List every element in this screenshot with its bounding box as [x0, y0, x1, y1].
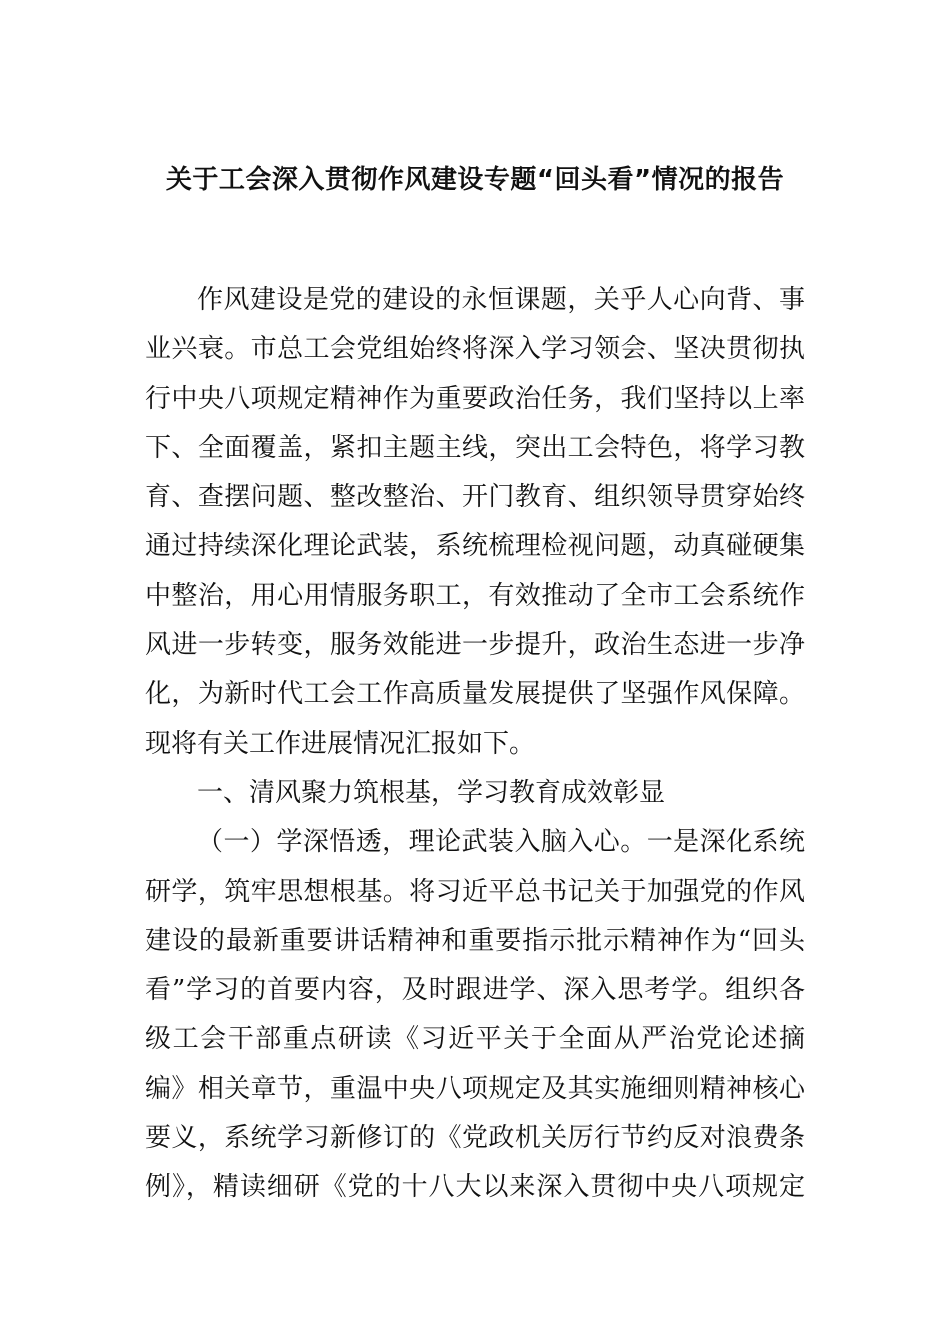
- paragraph-line: 看”学习的首要内容，及时跟进学、深入思考学。组织各: [145, 975, 805, 1006]
- paragraph-line: 风进一步转变，服务效能进一步提升，政治生态进一步净: [145, 630, 805, 661]
- section-heading: 一、清风聚力筑根基，学习教育成效彰显: [197, 777, 666, 808]
- paragraph-line: 要义，系统学习新修订的《党政机关厉行节约反对浪费条: [145, 1123, 805, 1154]
- paragraph-line: 编》相关章节，重温中央八项规定及其实施细则精神核心: [145, 1073, 805, 1104]
- paragraph-line: 级工会干部重点研读《习近平关于全面从严治党论述摘: [145, 1024, 805, 1055]
- paragraph-line: 业兴衰。市总工会党组始终将深入学习领会、坚决贯彻执: [145, 334, 805, 365]
- paragraph-line: 通过持续深化理论武装，系统梳理检视问题，动真碰硬集: [145, 531, 805, 562]
- paragraph-line: 行中央八项规定精神作为重要政治任务，我们坚持以上率: [145, 383, 805, 414]
- paragraph-line: 例》，精读细研《党的十八大以来深入贯彻中央八项规定: [145, 1172, 805, 1203]
- paragraph-line: 作风建设是党的建设的永恒课题，关乎人心向背、事: [197, 285, 805, 315]
- paragraph-line: 建设的最新重要讲话精神和重要指示批示精神作为“回头: [145, 925, 805, 956]
- paragraph-line: （一）学深悟透，理论武装入脑入心。一是深化系统: [197, 827, 805, 858]
- paragraph-line: 中整治，用心用情服务职工，有效推动了全市工会系统作: [145, 580, 805, 611]
- paragraph-line: 现将有关工作进展情况汇报如下。: [145, 728, 536, 759]
- paragraph-line: 研学，筑牢思想根基。将习近平总书记关于加强党的作风: [145, 876, 805, 907]
- paragraph-line: 下、全面覆盖，紧扣主题主线，突出工会特色，将学习教: [145, 432, 805, 463]
- paragraph-line: 育、查摆问题、整改整治、开门教育、组织领导贯穿始终: [145, 482, 805, 513]
- document-title: 关于工会深入贯彻作风建设专题“回头看”情况的报告: [165, 165, 785, 195]
- paragraph-line: 化，为新时代工会工作高质量发展提供了坚强作风保障。: [145, 679, 805, 710]
- document-body: [145, 276, 805, 1213]
